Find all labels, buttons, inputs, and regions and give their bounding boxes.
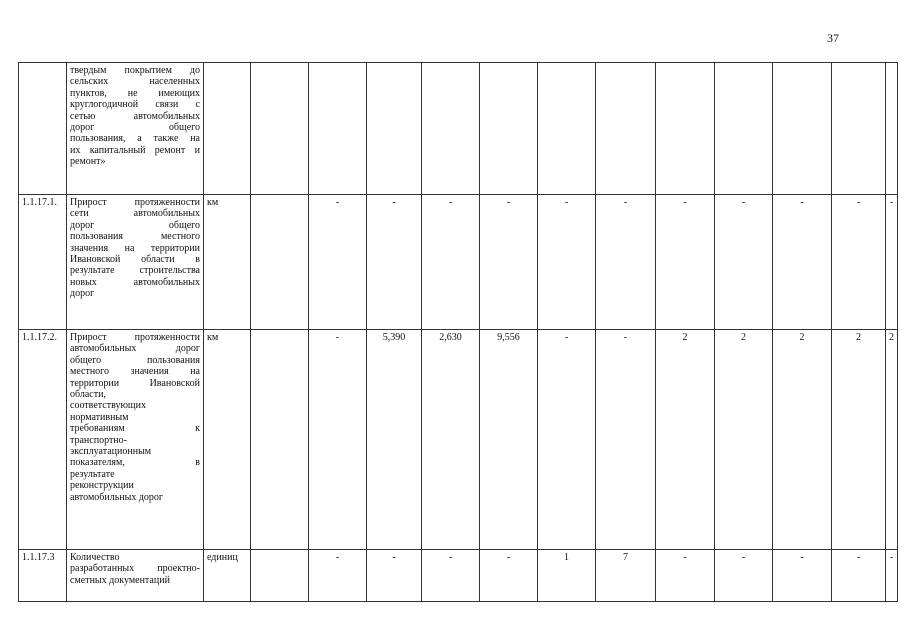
row-name-line: дорог	[70, 288, 95, 300]
row-value-cell	[309, 63, 367, 195]
row-value-cell: -	[309, 330, 367, 550]
table-row	[19, 330, 898, 550]
row-name-line: сети автомобильных	[70, 208, 200, 220]
row-value-cell: -	[886, 195, 898, 330]
row-name-line: транспортно-	[70, 434, 127, 446]
row-name-line: твердым покрытием до	[70, 65, 200, 76]
row-value-cell	[422, 63, 480, 195]
row-value-cell	[367, 63, 422, 195]
row-value-cell	[480, 63, 538, 195]
table-row	[19, 550, 898, 602]
row-value-cell: -	[538, 330, 596, 550]
row-code-cell: 1.1.17.1.	[19, 195, 67, 330]
row-name-line: автомобильных дорог	[70, 491, 164, 503]
row-name-line: показателям, в	[70, 457, 200, 469]
row-value-cell: -	[773, 195, 832, 330]
row-name-line: эксплуатационным	[70, 446, 152, 458]
row-name-cell	[67, 330, 204, 550]
row-unit-cell	[204, 63, 251, 195]
row-name-cell	[67, 550, 204, 602]
row-name-line: соответствующих	[70, 400, 146, 412]
row-name-line: дорог общего	[70, 219, 200, 231]
row-value-cell: -	[367, 195, 422, 330]
row-name-line: круглогодичной связи с	[70, 99, 200, 111]
row-name-line: пунктов, не имеющих	[70, 87, 200, 99]
row-unit-cell: единиц	[204, 550, 251, 602]
row-name-line: нормативным	[70, 411, 129, 423]
row-empty-cell	[251, 63, 309, 195]
row-name-line: Прирост протяженности	[70, 197, 200, 208]
row-value-cell: 2	[832, 330, 886, 550]
row-value-cell: -	[480, 195, 538, 330]
row-code-cell	[19, 63, 67, 195]
row-value-cell: -	[480, 550, 538, 602]
row-code-cell: 1.1.17.2.	[19, 330, 67, 550]
row-name-line: их капитальный ремонт и	[70, 144, 200, 156]
row-value-cell: 7	[596, 550, 656, 602]
row-value-cell: -	[422, 550, 480, 602]
row-value-cell: 2	[886, 330, 898, 550]
row-name-line: результате	[70, 468, 115, 480]
row-name-line: области,	[70, 389, 106, 401]
row-unit-cell: км	[204, 330, 251, 550]
row-name-line: значения на территории	[70, 242, 200, 254]
table-row	[19, 63, 898, 195]
row-name-line: новых автомобильных	[70, 276, 200, 288]
row-value-cell: -	[832, 550, 886, 602]
row-value-cell: 2,630	[422, 330, 480, 550]
row-unit-cell: км	[204, 195, 251, 330]
row-value-cell: 5,390	[367, 330, 422, 550]
row-value-cell: -	[715, 550, 773, 602]
row-name-line: пользования местного	[70, 231, 200, 243]
row-name-line: территории Ивановской	[70, 377, 200, 389]
row-name-line: ремонт»	[70, 156, 106, 168]
row-name-line: сельских населенных	[70, 76, 200, 88]
row-name-line: пользования, а также на	[70, 133, 200, 145]
row-value-cell: 9,556	[480, 330, 538, 550]
row-empty-cell	[251, 550, 309, 602]
row-name-cell	[67, 195, 204, 330]
row-name-line: дорог общего	[70, 122, 200, 134]
row-value-cell	[773, 63, 832, 195]
row-name-line: автомобильных дорог	[70, 343, 200, 355]
page-number: 37	[827, 31, 839, 45]
row-value-cell: -	[538, 195, 596, 330]
row-value-cell: -	[886, 550, 898, 602]
row-value-cell: -	[309, 195, 367, 330]
row-value-cell: -	[656, 550, 715, 602]
row-value-cell: 2	[715, 330, 773, 550]
row-value-cell: 2	[773, 330, 832, 550]
row-value-cell: -	[422, 195, 480, 330]
row-value-cell	[538, 63, 596, 195]
table-row	[19, 195, 898, 330]
indicator-table	[18, 62, 898, 602]
row-value-cell: 1	[538, 550, 596, 602]
row-name-line: требованиям к	[70, 423, 200, 435]
row-value-cell: -	[367, 550, 422, 602]
row-value-cell	[596, 63, 656, 195]
row-name-line: Прирост протяженности	[70, 332, 200, 343]
row-value-cell: -	[596, 330, 656, 550]
row-value-cell	[886, 63, 898, 195]
row-name-cell	[67, 63, 204, 195]
row-value-cell: -	[596, 195, 656, 330]
row-name-line: местного значения на	[70, 366, 200, 378]
row-name-line: результате строительства	[70, 265, 200, 277]
row-value-cell: -	[715, 195, 773, 330]
row-name-line: общего пользования	[70, 354, 200, 366]
row-empty-cell	[251, 195, 309, 330]
row-name-line: Ивановской области в	[70, 254, 200, 266]
row-value-cell	[715, 63, 773, 195]
row-value-cell: -	[309, 550, 367, 602]
row-value-cell: -	[773, 550, 832, 602]
row-value-cell	[832, 63, 886, 195]
row-name-line: разработанных проектно-	[70, 563, 200, 575]
row-empty-cell	[251, 330, 309, 550]
row-value-cell	[656, 63, 715, 195]
row-name-line: реконструкции	[70, 480, 134, 492]
row-code-cell: 1.1.17.3	[19, 550, 67, 602]
row-name-line: Количество	[70, 552, 120, 563]
row-name-line: сетью автомобильных	[70, 110, 200, 122]
row-name-line: сметных документаций	[70, 574, 170, 586]
row-value-cell: -	[656, 195, 715, 330]
row-value-cell: 2	[656, 330, 715, 550]
row-value-cell: -	[832, 195, 886, 330]
